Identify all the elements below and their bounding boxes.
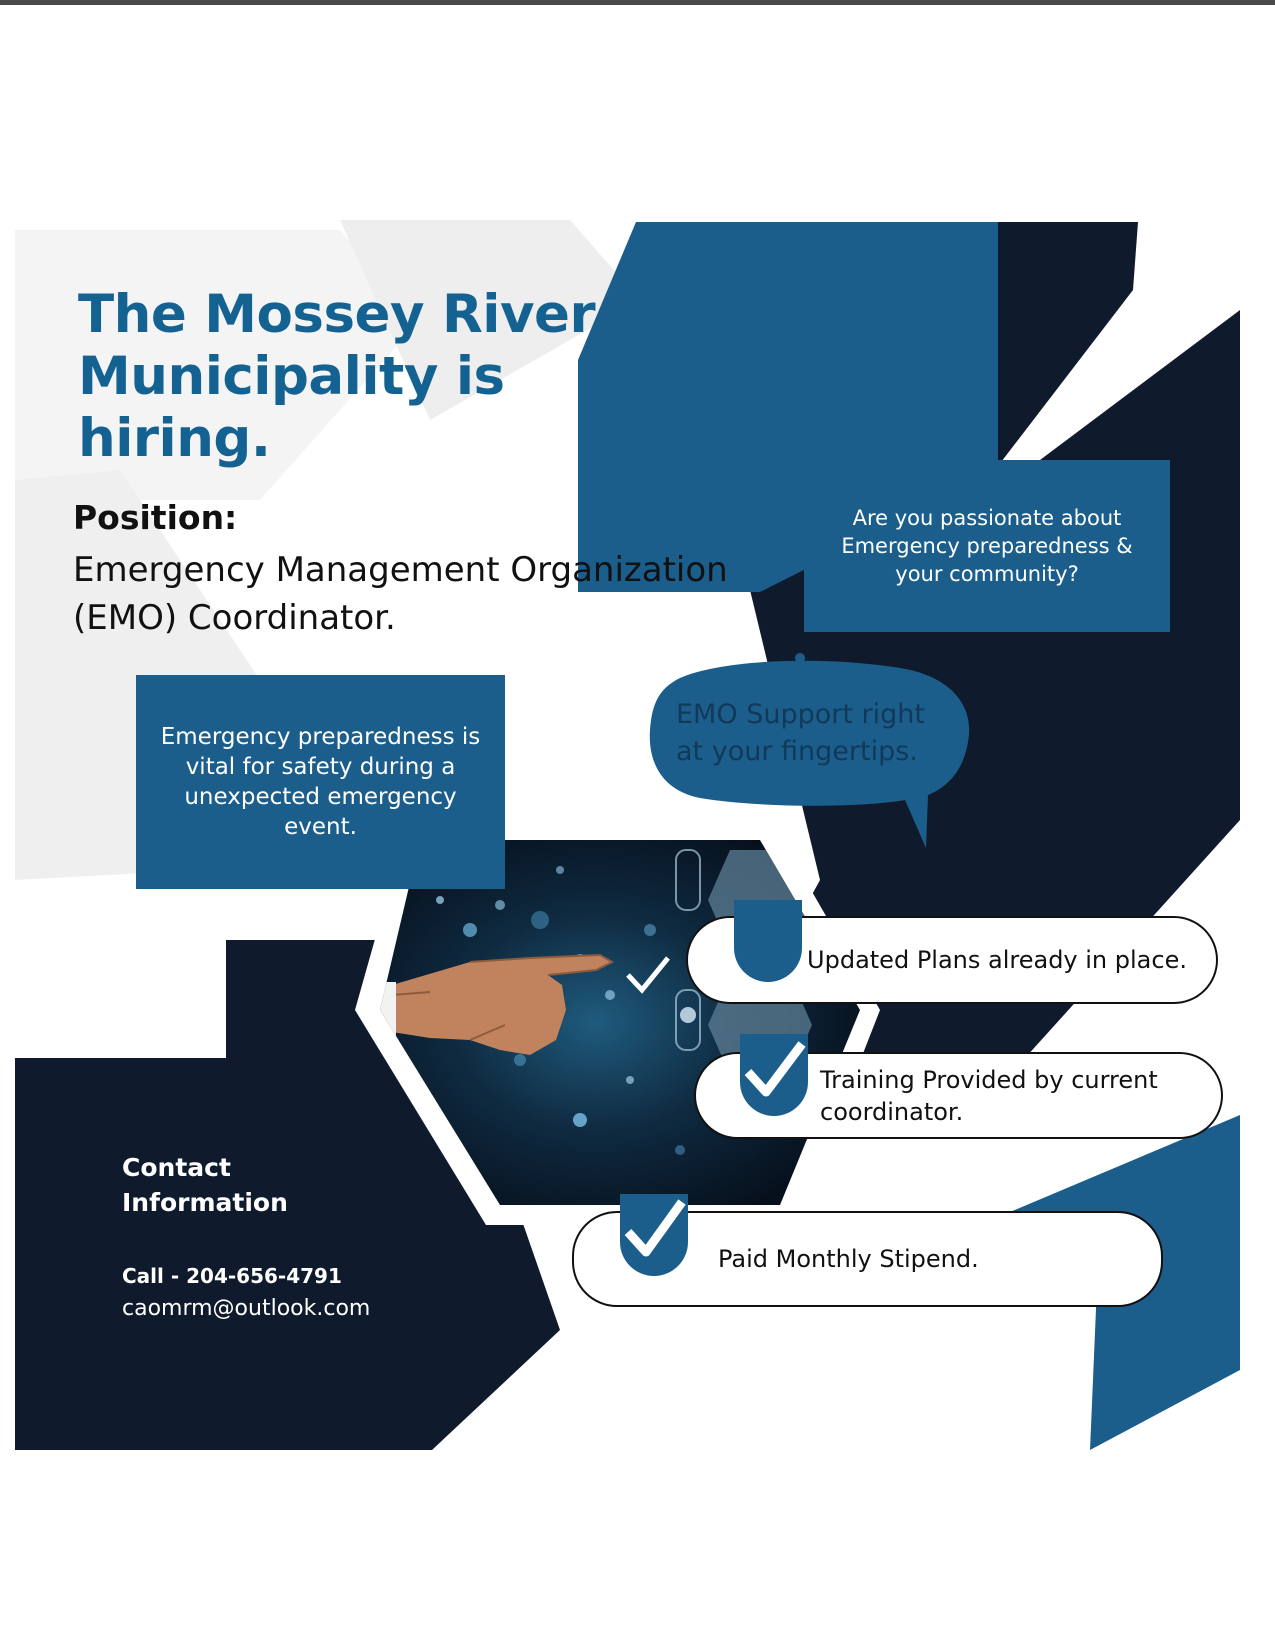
preparedness-statement-box	[136, 675, 505, 889]
benefit-label: Paid Monthly Stipend.	[718, 1245, 979, 1273]
benefit-label: Updated Plans already in place.	[807, 946, 1187, 974]
checkmark-icon	[740, 1034, 808, 1116]
position-label: Position:	[73, 498, 238, 537]
position-title: Emergency Management Organization (EMO) Coordinator.	[73, 550, 728, 638]
contact-heading: Contact Information	[122, 1153, 288, 1217]
preparedness-statement-text: Emergency preparedness is vital for safety during a unexpected emergency event.	[160, 724, 481, 840]
contact-phone: Call - 204-656-4791	[122, 1264, 342, 1288]
contact-email: caomrm@outlook.com	[122, 1296, 371, 1321]
shield-badge-icon	[734, 900, 802, 982]
passion-question-text: Are you passionate about Emergency preparedness & your community?	[841, 506, 1133, 586]
checkmark-icon	[620, 1194, 688, 1276]
headline: The Mossey River Municipality is hiring.	[78, 284, 596, 469]
speech-bubble-dot	[795, 653, 805, 663]
passion-question-box	[804, 460, 1170, 632]
benefit-label: Training Provided by current coordinator.	[820, 1065, 1158, 1126]
support-bubble-text: EMO Support right at your fingertips.	[676, 699, 925, 767]
